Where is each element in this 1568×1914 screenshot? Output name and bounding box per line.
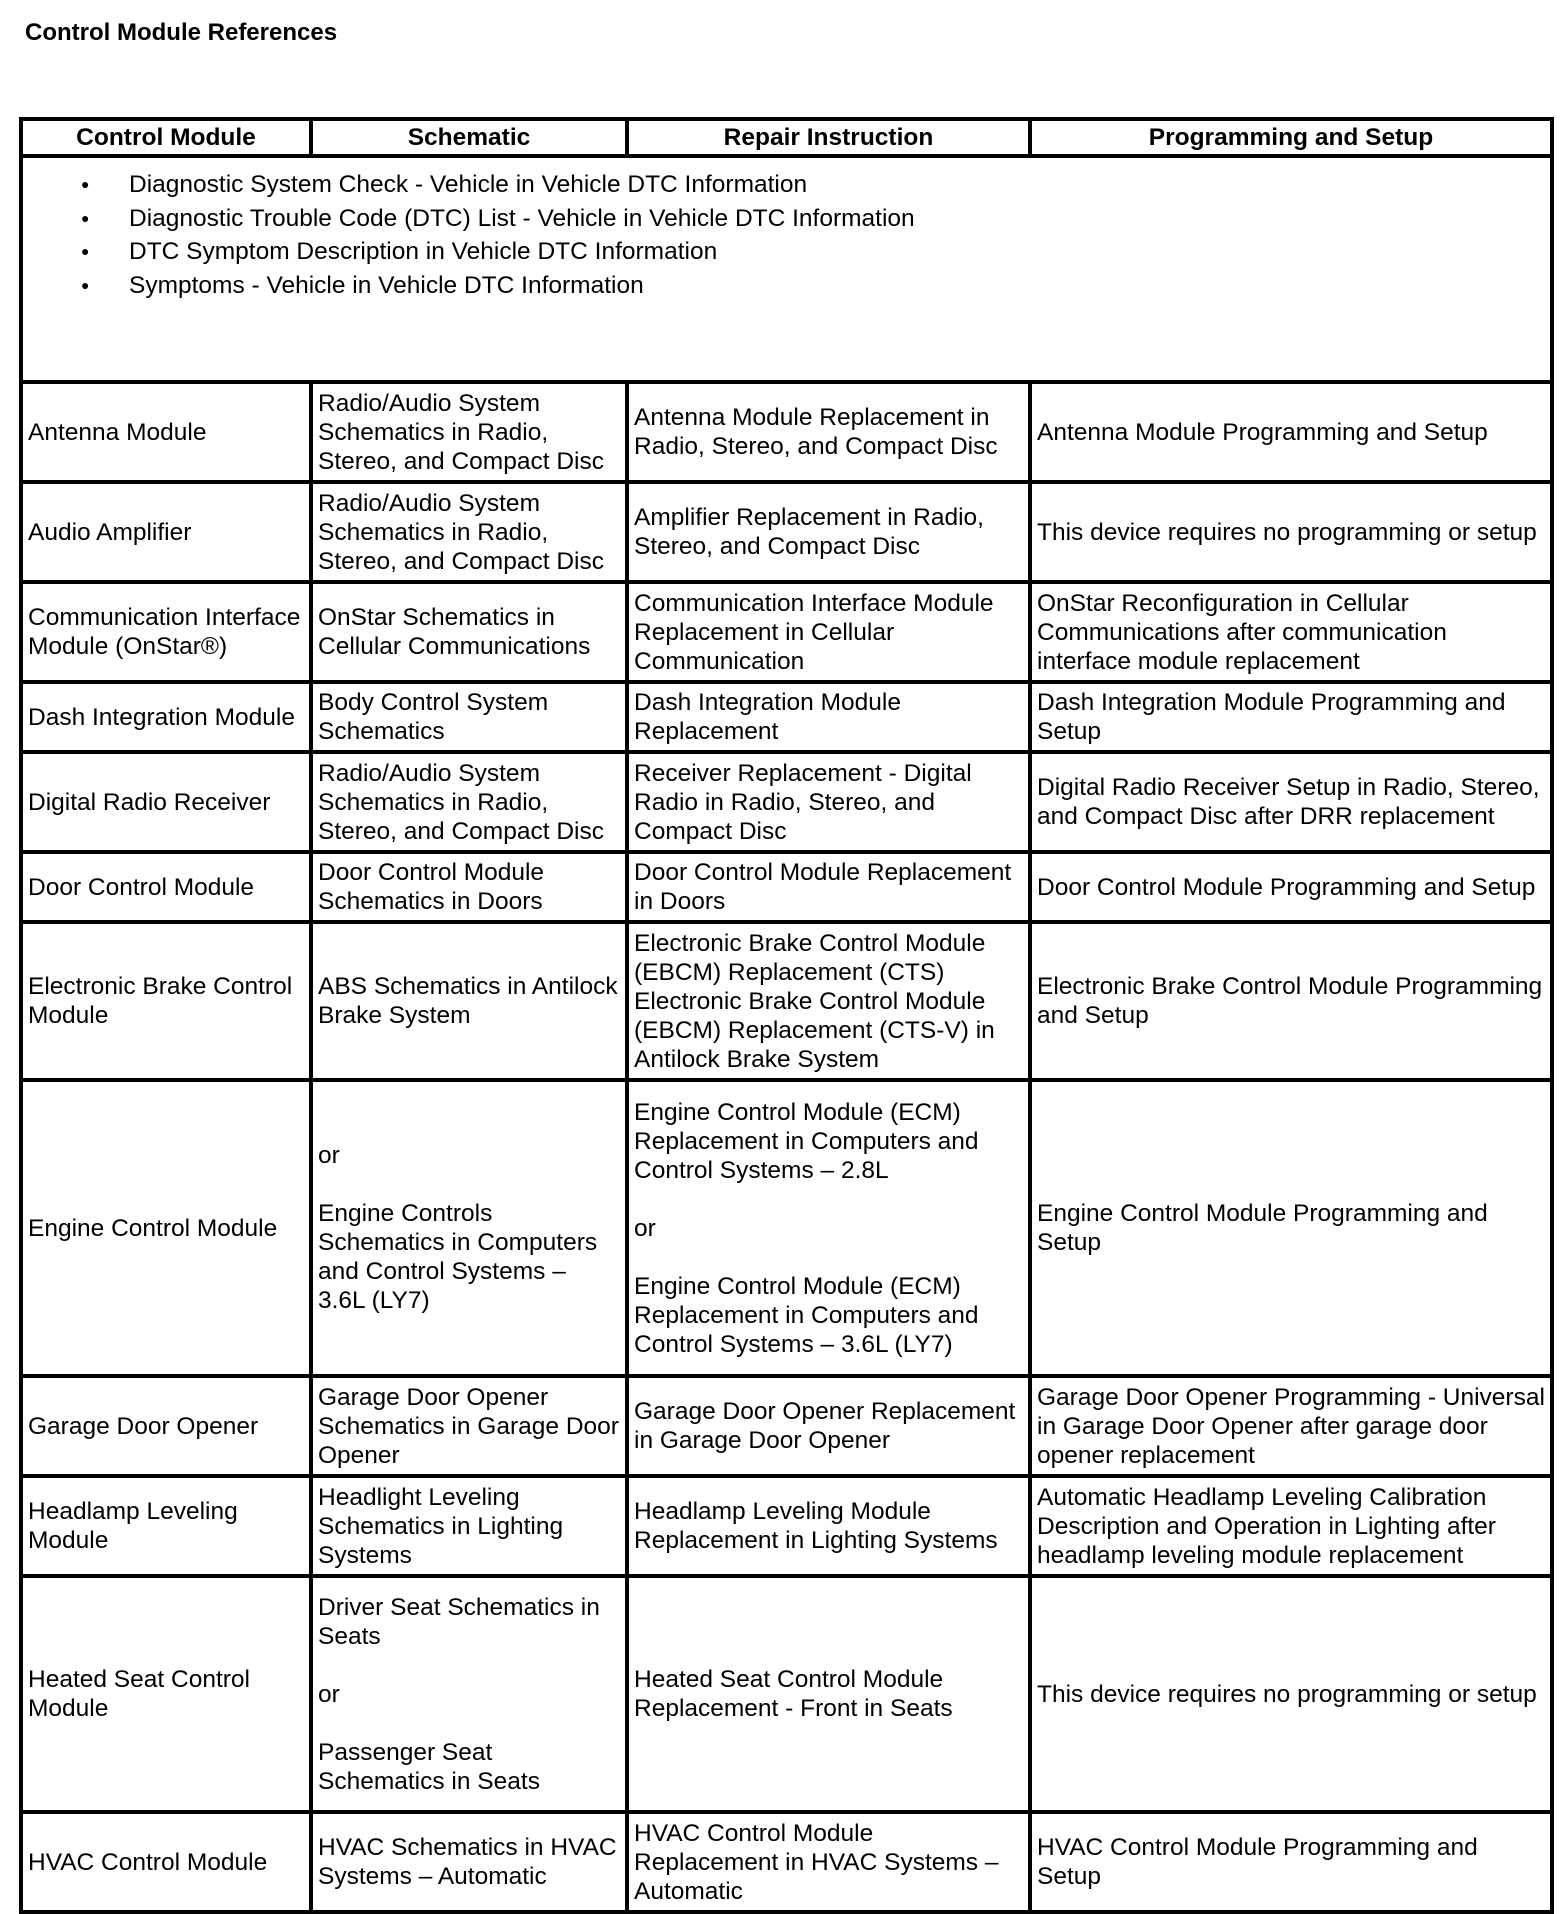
schematic-cell[interactable]: or Engine Controls Schematics in Computers and Control Systems – 3.6L (LY7)	[311, 1080, 627, 1376]
table-row	[21, 382, 1552, 482]
repair-instruction-cell[interactable]: Dash Integration Module Replacement	[627, 682, 1030, 752]
module-name-cell: Electronic Brake Control Module	[21, 922, 311, 1080]
programming-setup-cell[interactable]: Electronic Brake Control Module Programming and Setup	[1030, 922, 1552, 1080]
module-name-cell: Audio Amplifier	[21, 482, 311, 582]
info-list-item[interactable]: ● Diagnostic Trouble Code (DTC) List - Vehicle in Vehicle DTC Information	[129, 202, 1550, 236]
programming-setup-cell: This device requires no programming or setup	[1030, 1576, 1552, 1812]
table-row	[21, 682, 1552, 752]
repair-instruction-cell[interactable]: HVAC Control Module Replacement in HVAC Systems – Automatic	[627, 1812, 1030, 1912]
module-name-cell: HVAC Control Module	[21, 1812, 311, 1912]
schematic-cell[interactable]: Garage Door Opener Schematics in Garage Door Opener	[311, 1376, 627, 1476]
header-schematic: Schematic	[311, 119, 627, 156]
info-list-item[interactable]: ● Symptoms - Vehicle in Vehicle DTC Information	[129, 269, 1550, 303]
repair-instruction-cell[interactable]: Engine Control Module (ECM) Replacement in Computers and Control Systems – 2.8L or Engine Control Module (ECM) Replacement in Computers and Control Systems – 3.6L (LY7)	[627, 1080, 1030, 1376]
programming-setup-cell[interactable]: Digital Radio Receiver Setup in Radio, Stereo, and Compact Disc after DRR replacement	[1030, 752, 1552, 852]
module-name-cell: Antenna Module	[21, 382, 311, 482]
table-row	[21, 852, 1552, 922]
schematic-cell[interactable]: HVAC Schematics in HVAC Systems – Automatic	[311, 1812, 627, 1912]
schematic-cell[interactable]: OnStar Schematics in Cellular Communications	[311, 582, 627, 682]
info-list	[23, 168, 1550, 302]
repair-instruction-cell[interactable]: Headlamp Leveling Module Replacement in Lighting Systems	[627, 1476, 1030, 1576]
table-row	[21, 922, 1552, 1080]
schematic-cell[interactable]: ABS Schematics in Antilock Brake System	[311, 922, 627, 1080]
schematic-cell[interactable]: Driver Seat Schematics in Seats or Passenger Seat Schematics in Seats	[311, 1576, 627, 1812]
programming-setup-cell[interactable]: OnStar Reconfiguration in Cellular Communications after communication interface module replacement	[1030, 582, 1552, 682]
header-row	[21, 119, 1552, 156]
programming-setup-cell[interactable]: Engine Control Module Programming and Setup	[1030, 1080, 1552, 1376]
table-row	[21, 482, 1552, 582]
repair-instruction-cell[interactable]: Receiver Replacement - Digital Radio in Radio, Stereo, and Compact Disc	[627, 752, 1030, 852]
programming-setup-cell[interactable]: Door Control Module Programming and Setup	[1030, 852, 1552, 922]
info-list-item[interactable]: ● Diagnostic System Check - Vehicle in Vehicle DTC Information	[129, 168, 1550, 202]
repair-instruction-cell[interactable]: Amplifier Replacement in Radio, Stereo, and Compact Disc	[627, 482, 1030, 582]
info-list-item[interactable]: ● DTC Symptom Description in Vehicle DTC Information	[129, 235, 1550, 269]
table-row	[21, 1812, 1552, 1912]
repair-instruction-cell[interactable]: Antenna Module Replacement in Radio, Stereo, and Compact Disc	[627, 382, 1030, 482]
schematic-cell[interactable]: Radio/Audio System Schematics in Radio, Stereo, and Compact Disc	[311, 752, 627, 852]
programming-setup-cell[interactable]: Antenna Module Programming and Setup	[1030, 382, 1552, 482]
module-name-cell: Door Control Module	[21, 852, 311, 922]
control-module-table	[19, 117, 1554, 1914]
module-name-cell: Heated Seat Control Module	[21, 1576, 311, 1812]
programming-setup-cell[interactable]: Automatic Headlamp Leveling Calibration Description and Operation in Lighting after headlamp leveling module replacement	[1030, 1476, 1552, 1576]
header-programming-setup: Programming and Setup	[1030, 119, 1552, 156]
programming-setup-cell[interactable]: Garage Door Opener Programming - Universal in Garage Door Opener after garage door opener replacement	[1030, 1376, 1552, 1476]
table-row	[21, 1576, 1552, 1812]
info-row	[21, 156, 1552, 382]
table-row	[21, 1476, 1552, 1576]
module-name-cell: Dash Integration Module	[21, 682, 311, 752]
header-control-module: Control Module	[21, 119, 311, 156]
page-title: Control Module References	[25, 19, 338, 46]
repair-instruction-cell[interactable]: Electronic Brake Control Module (EBCM) Replacement (CTS) Electronic Brake Control Module (EBCM) Replacement (CTS-V) in Antilock Brake System	[627, 922, 1030, 1080]
module-name-cell: Digital Radio Receiver	[21, 752, 311, 852]
programming-setup-cell[interactable]: HVAC Control Module Programming and Setup	[1030, 1812, 1552, 1912]
schematic-cell[interactable]: Door Control Module Schematics in Doors	[311, 852, 627, 922]
schematic-cell[interactable]: Radio/Audio System Schematics in Radio, Stereo, and Compact Disc	[311, 382, 627, 482]
programming-setup-cell[interactable]: Dash Integration Module Programming and Setup	[1030, 682, 1552, 752]
table-row	[21, 1080, 1552, 1376]
table-row	[21, 752, 1552, 852]
info-cell	[21, 156, 1552, 382]
module-name-cell: Headlamp Leveling Module	[21, 1476, 311, 1576]
repair-instruction-cell[interactable]: Door Control Module Replacement in Doors	[627, 852, 1030, 922]
programming-setup-cell: This device requires no programming or setup	[1030, 482, 1552, 582]
header-repair-instruction: Repair Instruction	[627, 119, 1030, 156]
schematic-cell[interactable]: Radio/Audio System Schematics in Radio, Stereo, and Compact Disc	[311, 482, 627, 582]
module-name-cell: Engine Control Module	[21, 1080, 311, 1376]
table-row	[21, 1376, 1552, 1476]
module-name-cell: Communication Interface Module (OnStar®)	[21, 582, 311, 682]
repair-instruction-cell[interactable]: Heated Seat Control Module Replacement - Front in Seats	[627, 1576, 1030, 1812]
table-row	[21, 582, 1552, 682]
schematic-cell[interactable]: Headlight Leveling Schematics in Lighting Systems	[311, 1476, 627, 1576]
repair-instruction-cell[interactable]: Communication Interface Module Replacement in Cellular Communication	[627, 582, 1030, 682]
repair-instruction-cell[interactable]: Garage Door Opener Replacement in Garage Door Opener	[627, 1376, 1030, 1476]
module-name-cell: Garage Door Opener	[21, 1376, 311, 1476]
schematic-cell[interactable]: Body Control System Schematics	[311, 682, 627, 752]
